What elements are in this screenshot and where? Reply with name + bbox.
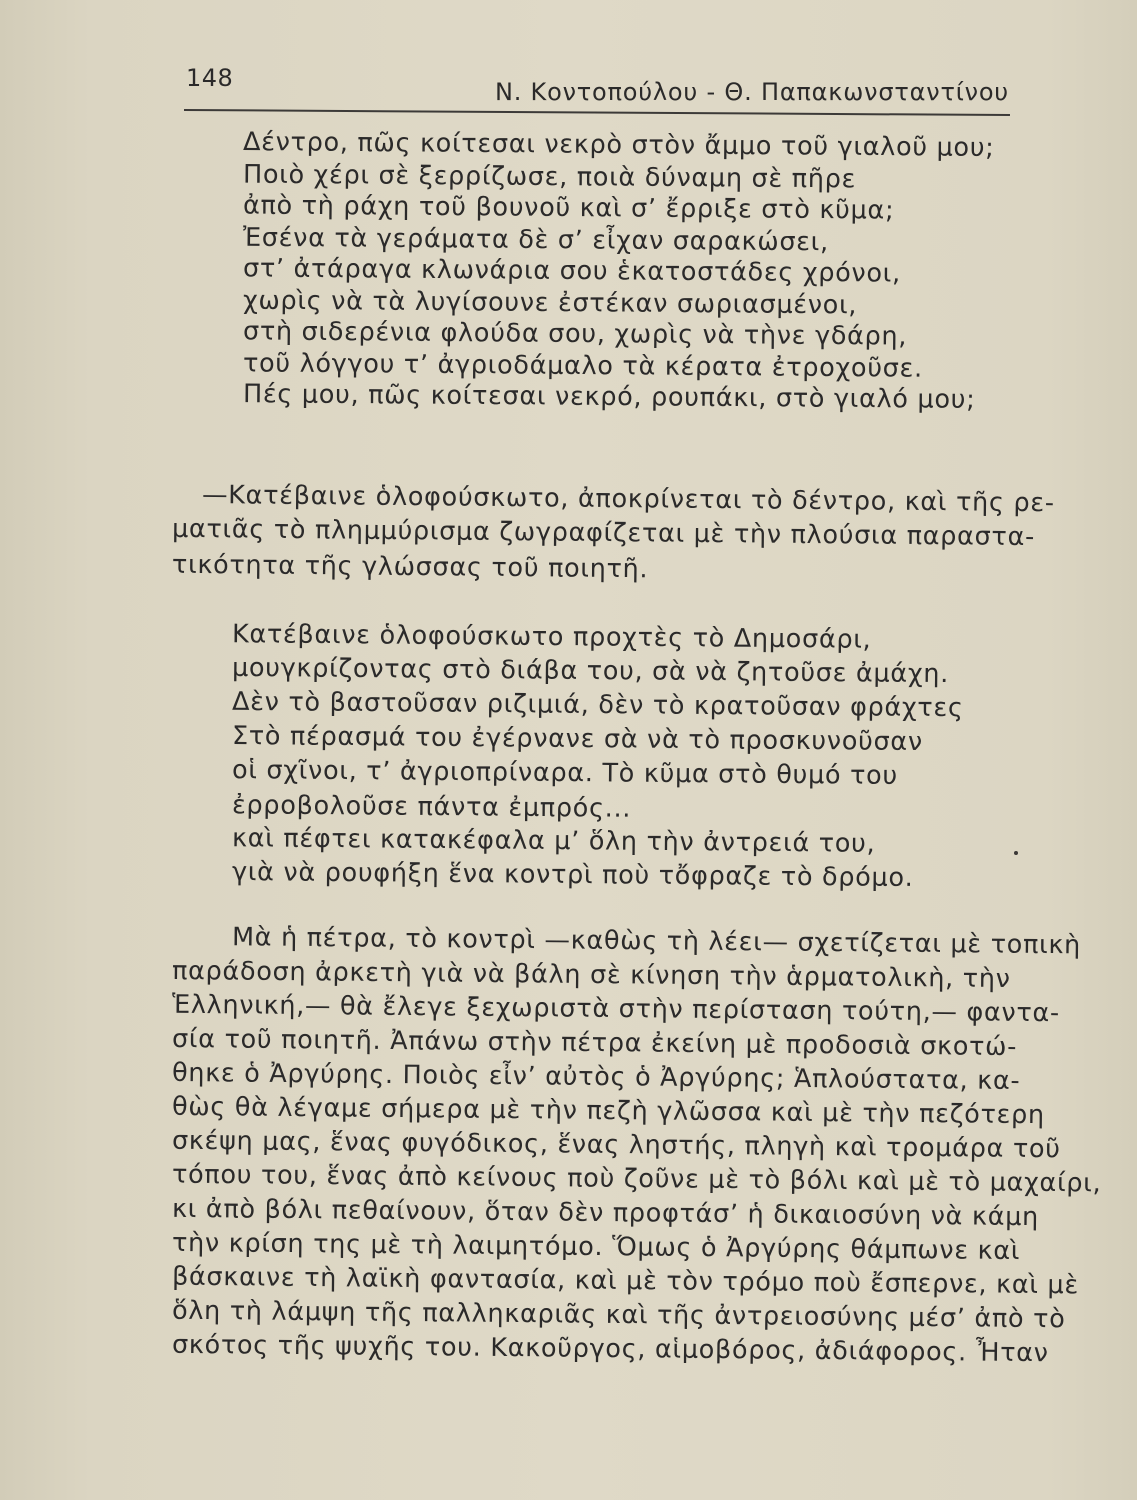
poem-line: Δέντρο, πῶς κοίτεσαι νεκρὸ στὸν ἄμμο τοῦ γιαλοῦ μου;: [242, 127, 995, 163]
poem-line: Ποιὸ χέρι σὲ ξερρίζωσε, ποιὰ δύναμη σὲ πῆρε: [242, 159, 857, 194]
text-line: Ἑλληνική,— θὰ ἔλεγε ξεχωριστὰ στὴν περίσταση τούτη,— φαντα-: [171, 989, 1061, 1029]
text-line: θὼς θὰ λέγαμε σήμερα μὲ τὴν πεζὴ γλῶσσα καὶ μὲ τὴν πεζότερη: [171, 1091, 1045, 1131]
text-line: θηκε ὁ Ἀργύρης. Ποιὸς εἶν’ αὐτὸς ὁ Ἀργύρης; Ἁπλούστατα, κα-: [171, 1057, 1021, 1097]
poem-line: Πές μου, πῶς κοίτεσαι νεκρό, ρουπάκι, στὸ γιαλό μου;: [242, 379, 976, 415]
running-head: Ν. Κοντοπούλου - Θ. Παπακωνσταντίνου: [494, 78, 1009, 106]
prose-paragraph-2: [171, 922, 1102, 1369]
poem-excerpt-1: [242, 127, 995, 415]
poem-line: καὶ πέφτει κατακέφαλα μ’ ὅλη τὴν ἀντρειά του,: [231, 823, 876, 859]
poem-line: Κατέβαινε ὁλοφούσκωτο προχτὲς τὸ Δημοσάρι,: [231, 619, 872, 655]
poem-line: μουγκρίζοντας στὸ διάβα του, σὰ νὰ ζητοῦσε ἀμάχη.: [231, 652, 950, 690]
poem-excerpt-2: [232, 620, 964, 892]
text-line: σία τοῦ ποιητῆ. Ἀπάνω στὴν πέτρα ἐκείνη μὲ προδοσιὰ σκοτώ-: [171, 1023, 1018, 1063]
text-line: σκέψη μας, ἕνας φυγόδικος, ἕνας ληστής, πληγὴ καὶ τρομάρα τοῦ: [171, 1125, 1061, 1165]
poem-line: χωρὶς νὰ τὰ λυγίσουνε ἐστέκαν σωριασμένοι,: [242, 285, 858, 320]
text-line: —Κατέβαινε ὁλοφούσκωτο, ἀποκρίνεται τὸ δέντρο, καὶ τῆς ρε-: [201, 480, 1055, 519]
text-line: τὴν κρίση της μὲ τὴ λαιμητόμο. Ὅμως ὁ Ἀργύρης θάμπωνε καὶ: [171, 1227, 1021, 1267]
poem-line: ἀπὸ τὴ ράχη τοῦ βουνοῦ καὶ σ’ ἔρριξε στὸ κῦμα;: [242, 190, 895, 226]
page-number: 148: [186, 64, 234, 92]
prose-paragraph-1: [172, 482, 1055, 584]
text-line: σκότος τῆς ψυχῆς του. Κακοῦργος, αἱμοβόρος, ἀδιάφορος. Ἦταν: [171, 1329, 1049, 1369]
poem-line: Δὲν τὸ βαστοῦσαν ριζιμιά, δὲν τὸ κρατοῦσαν φράχτες: [231, 686, 964, 724]
text-line: παράδοση ἀρκετὴ γιὰ νὰ βάλη σὲ κίνηση τὴν ἁρματολικὴ, τὴν: [171, 955, 1011, 995]
poem-line: ἐρροβολοῦσε πάντα ἐμπρός...: [231, 790, 632, 824]
poem-line: στ’ ἀτάραγα κλωνάρια σου ἑκατοστάδες χρόνοι,: [242, 253, 901, 289]
text-line: κι ἀπὸ βόλι πεθαίνουν, ὅταν δὲν προφτάσ’ ἡ δικαιοσύνη νὰ κάμη: [171, 1193, 1040, 1233]
poem-line: Στὸ πέρασμά του ἐγέρνανε σὰ νὰ τὸ προσκυνοῦσαν: [231, 720, 923, 758]
ink-speck: [1014, 851, 1018, 855]
poem-line: Ἐσένα τὰ γεράματα δὲ σ’ εἶχαν σαρακώσει,: [242, 222, 829, 257]
text-line: ματιᾶς τὸ πλημμύρισμα ζωγραφίζεται μὲ τὴν πλούσια παραστα-: [171, 513, 1036, 553]
text-line: ὅλη τὴ λάμψη τῆς παλληκαριᾶς καὶ τῆς ἀντρειοσύνης μέσ’ ἀπὸ τὸ: [171, 1295, 1066, 1335]
text-line: βάσκαινε τὴ λαϊκὴ φαντασία, καὶ μὲ τὸν τρόμο ποὺ ἔσπερνε, καὶ μὲ: [171, 1261, 1080, 1301]
poem-line: γιὰ νὰ ρουφήξη ἕνα κοντρὶ ποὺ τὄφραζε τὸ δρόμο.: [231, 857, 914, 893]
poem-line: οἱ σχῖνοι, τ’ ἀγριοπρίναρα. Τὸ κῦμα στὸ θυμό του: [231, 755, 898, 791]
header-rule: [184, 109, 1010, 116]
poem-line: στὴ σιδερένια φλούδα σου, χωρὶς νὰ τὴνε γδάρη,: [242, 316, 908, 352]
text-line: τικότητα τῆς γλώσσας τοῦ ποιητῆ.: [171, 549, 649, 585]
text-line: τόπου του, ἕνας ἀπὸ κείνους ποὺ ζοῦνε μὲ τὸ βόλι καὶ μὲ τὸ μαχαίρι,: [171, 1159, 1102, 1199]
poem-line: τοῦ λόγγου τ’ ἀγριοδάμαλο τὰ κέρατα ἐτροχοῦσε.: [242, 347, 923, 384]
text-line: Μὰ ἡ πέτρα, τὸ κοντρὶ —καθὼς τὴ λέει— σχετίζεται μὲ τοπικὴ: [231, 922, 1082, 961]
